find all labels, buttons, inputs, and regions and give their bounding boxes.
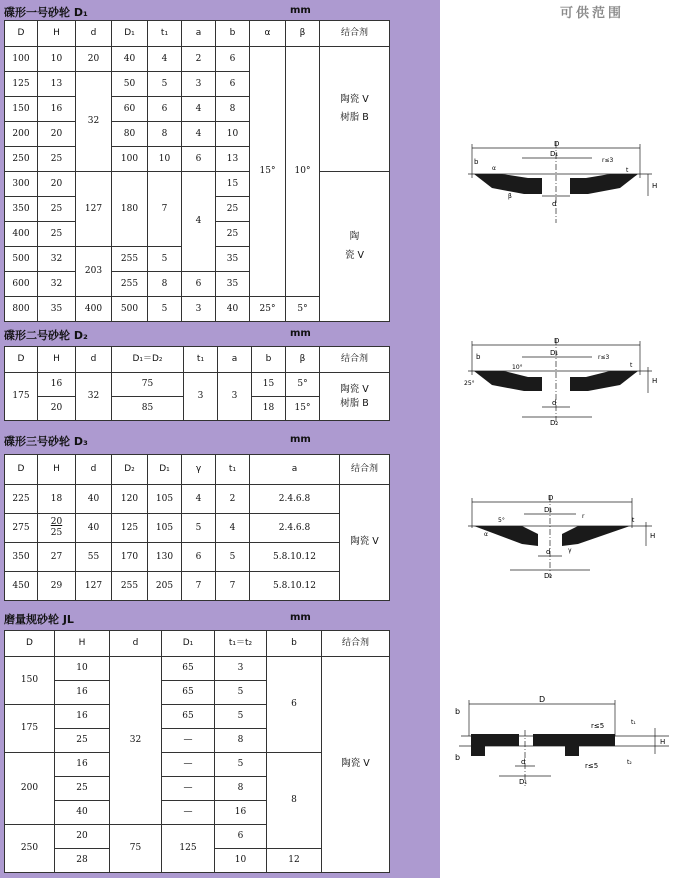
cell: — <box>162 729 215 753</box>
cell: 32 <box>110 657 162 825</box>
dim-t2: t₂ <box>627 759 632 766</box>
cell: 40 <box>55 801 110 825</box>
cell: 25 <box>216 197 250 222</box>
cell: 27 <box>38 543 76 572</box>
col-header: 结合剂 <box>340 455 390 485</box>
cell: 4 <box>182 97 216 122</box>
col-header: D₁＝D₂ <box>112 347 184 373</box>
bond-line: 陶瓷 V <box>340 93 369 105</box>
col-header: d <box>76 455 112 485</box>
cell: 105 <box>148 514 182 543</box>
wheel-section-right <box>570 174 638 194</box>
cell: 75 <box>112 373 184 397</box>
table-row <box>5 543 390 572</box>
bond-line: 树脂 B <box>340 112 369 123</box>
cell: 200 <box>5 122 38 147</box>
col-header: D₂ <box>112 455 148 485</box>
dim-D2: D₂ <box>544 572 553 580</box>
cell: 20 <box>38 122 76 147</box>
col-header: 结合剂 <box>320 21 390 47</box>
cell: 150 <box>5 657 55 705</box>
dim-d: d <box>521 758 526 766</box>
cell: 7 <box>182 572 216 601</box>
dim-D: D <box>554 337 560 345</box>
cell: 10 <box>216 122 250 147</box>
col-header: H <box>38 21 76 47</box>
cell: 32 <box>76 373 112 421</box>
cell: — <box>162 753 215 777</box>
cell: 40 <box>76 514 112 543</box>
cell: 200 <box>5 753 55 825</box>
cell-bond: 陶瓷 V <box>340 485 390 601</box>
col-header: D₁ <box>162 631 215 657</box>
cell: 3 <box>184 373 218 421</box>
col-header: D₁ <box>112 21 148 47</box>
fraction-top: 20 <box>50 517 63 528</box>
cell: 500 <box>5 247 38 272</box>
cell: 120 <box>112 485 148 514</box>
cell: 225 <box>5 485 38 514</box>
cell: 170 <box>112 543 148 572</box>
cell: 600 <box>5 272 38 297</box>
diagram-d2 <box>462 335 672 430</box>
table-row <box>5 172 390 197</box>
cell: 25 <box>38 222 76 247</box>
dim-t: t <box>626 167 629 174</box>
dim-H: H <box>652 182 658 190</box>
angle-5: 5° <box>498 517 505 524</box>
dim-r-top: r≤5 <box>591 722 605 730</box>
cell: 12 <box>267 849 322 873</box>
cell: 25 <box>55 729 110 753</box>
dim-r: r <box>582 513 585 520</box>
dim-D: D <box>539 695 546 704</box>
table-row <box>5 373 390 397</box>
table-d1 <box>4 20 390 322</box>
fraction-bottom: 25 <box>50 528 63 538</box>
cell: 450 <box>5 572 38 601</box>
table-d3-header <box>5 455 390 485</box>
cell: 10 <box>215 849 267 873</box>
col-header: t₁＝t₂ <box>215 631 267 657</box>
dim-r: r≤3 <box>602 157 614 164</box>
cell: 6 <box>216 47 250 72</box>
cell: 8 <box>215 777 267 801</box>
cell: 20 <box>38 397 76 421</box>
dim-D1: D₁ <box>550 349 559 357</box>
cell: 250 <box>5 147 38 172</box>
dim-d: d <box>552 200 557 208</box>
cell: 350 <box>5 543 38 572</box>
col-header: β <box>286 21 320 47</box>
unit-d1: mm <box>290 5 311 16</box>
cell: 4 <box>182 172 216 272</box>
col-header: d <box>76 347 112 373</box>
section-title-jl: 磨量规砂轮 JL <box>4 613 74 626</box>
cell: 10 <box>38 47 76 72</box>
cell: 10 <box>55 657 110 681</box>
angle-alpha: α <box>492 165 496 172</box>
table-row <box>5 47 390 72</box>
cell: 35 <box>216 247 250 272</box>
col-header: t₁ <box>148 21 182 47</box>
cell: 125 <box>5 72 38 97</box>
col-header: D <box>5 347 38 373</box>
cell: 40 <box>112 47 148 72</box>
cell: 5 <box>148 247 182 272</box>
col-header: 结合剂 <box>322 631 390 657</box>
cell: 65 <box>162 681 215 705</box>
cell: 7 <box>216 572 250 601</box>
cell: 3 <box>215 657 267 681</box>
cell-bond-lower <box>320 172 390 322</box>
cell: 16 <box>38 373 76 397</box>
col-header: d <box>110 631 162 657</box>
cell: 203 <box>76 247 112 297</box>
cell: 25 <box>55 777 110 801</box>
cell: 3 <box>218 373 252 421</box>
cell: 2 <box>216 485 250 514</box>
dim-D: D <box>554 140 560 148</box>
table-d1-header <box>5 21 390 47</box>
wheel-section-right <box>562 526 630 546</box>
cell: 35 <box>38 297 76 322</box>
cell: 5 <box>215 753 267 777</box>
dim-D1: D₁ <box>544 506 553 514</box>
col-header: b <box>267 631 322 657</box>
cell: 6 <box>148 97 182 122</box>
table-d2-header <box>5 347 390 373</box>
cell-alpha-span: 15° <box>250 47 286 297</box>
wheel-rim-left <box>471 746 485 756</box>
cell: 15 <box>216 172 250 197</box>
dim-D2: D₂ <box>550 419 559 427</box>
cell: 100 <box>112 147 148 172</box>
diagram-jl <box>455 690 677 790</box>
angle-beta: β <box>508 193 512 200</box>
cell: 5 <box>215 681 267 705</box>
cell: 250 <box>5 825 55 873</box>
dim-b-bottom: b <box>455 753 461 762</box>
wheel-section-left <box>474 371 542 391</box>
availability-label: 可供范围 <box>560 6 625 21</box>
cell: 40 <box>216 297 250 322</box>
cell: 60 <box>112 97 148 122</box>
col-header: D <box>5 631 55 657</box>
cell: 5 <box>148 72 182 97</box>
table-row <box>5 514 390 543</box>
diagram-d3 <box>462 492 672 582</box>
cell: 16 <box>55 753 110 777</box>
cell: 10 <box>148 147 182 172</box>
bond-char: 瓷 <box>344 249 355 261</box>
cell: 6 <box>182 272 216 297</box>
cell: 205 <box>148 572 182 601</box>
wheel-body-right <box>533 734 615 746</box>
cell: 18 <box>38 485 76 514</box>
dim-r: r≤3 <box>598 354 610 361</box>
col-header: α <box>250 21 286 47</box>
cell: 35 <box>216 272 250 297</box>
wheel-body-left <box>471 734 519 746</box>
cell: 8 <box>216 97 250 122</box>
cell: 3 <box>182 72 216 97</box>
col-header: γ <box>182 455 216 485</box>
cell: 20 <box>76 47 112 72</box>
cell: 127 <box>76 572 112 601</box>
cell: 80 <box>112 122 148 147</box>
cell: 5.8.10.12 <box>250 572 340 601</box>
cell: 16 <box>55 705 110 729</box>
col-header: a <box>218 347 252 373</box>
cell: 85 <box>112 397 184 421</box>
cell: 32 <box>76 72 112 172</box>
wheel-section-left <box>474 174 542 194</box>
cell: 500 <box>112 297 148 322</box>
col-header: H <box>38 347 76 373</box>
col-header: b <box>252 347 286 373</box>
cell: 32 <box>38 272 76 297</box>
cell: 25 <box>216 222 250 247</box>
cell: 175 <box>5 373 38 421</box>
cell: 50 <box>112 72 148 97</box>
cell: 125 <box>112 514 148 543</box>
cell: 7 <box>148 172 182 247</box>
cell: 6 <box>216 72 250 97</box>
dim-H: H <box>650 532 656 540</box>
cell: 4 <box>148 47 182 72</box>
table-jl <box>4 630 390 873</box>
angle-alpha: α <box>484 531 488 538</box>
cell: 6 <box>215 825 267 849</box>
col-header: 结合剂 <box>320 347 390 373</box>
col-header: H <box>55 631 110 657</box>
cell: 8 <box>148 122 182 147</box>
cell: 255 <box>112 247 148 272</box>
cell-fraction <box>38 514 76 543</box>
col-header: t₁ <box>184 347 218 373</box>
col-header: a <box>182 21 216 47</box>
cell: 5° <box>286 297 320 322</box>
col-header: D₁ <box>148 455 182 485</box>
cell: 180 <box>112 172 148 247</box>
unit-d3: mm <box>290 434 311 445</box>
table-row <box>5 657 390 681</box>
dim-t: t <box>630 362 633 369</box>
section-title-d2: 碟形二号砂轮 D₂ <box>4 329 88 342</box>
cell: 2.4.6.8 <box>250 485 340 514</box>
cell: 6 <box>182 543 216 572</box>
cell: 65 <box>162 705 215 729</box>
cell: 6 <box>182 147 216 172</box>
dim-d: d <box>552 399 557 407</box>
dim-D1: D₁ <box>519 778 528 786</box>
cell: 18 <box>252 397 286 421</box>
cell: 15° <box>286 397 320 421</box>
cell: 275 <box>5 514 38 543</box>
cell: 255 <box>112 272 148 297</box>
dim-r-bottom: r≤5 <box>585 762 599 770</box>
col-header: H <box>38 455 76 485</box>
bond-line: 树脂 B <box>340 397 369 409</box>
wheel-rim-right <box>565 746 579 756</box>
cell: 400 <box>5 222 38 247</box>
cell-bond: 陶瓷 V <box>322 657 390 873</box>
cell: 125 <box>162 825 215 873</box>
dim-H: H <box>660 738 666 746</box>
cell: 20 <box>55 825 110 849</box>
cell: 5 <box>216 543 250 572</box>
dim-b: b <box>474 158 479 166</box>
cell-bond-upper <box>320 47 390 172</box>
cell: 100 <box>5 47 38 72</box>
cell: 300 <box>5 172 38 197</box>
bond-line: 陶瓷 V <box>340 384 369 396</box>
bond-char: V <box>357 249 365 261</box>
angle-gamma: γ <box>568 547 572 554</box>
dim-b: b <box>476 353 481 361</box>
col-header: D <box>5 21 38 47</box>
table-d3 <box>4 454 390 601</box>
cell: 15 <box>252 373 286 397</box>
cell: 8 <box>215 729 267 753</box>
col-header: t₁ <box>216 455 250 485</box>
dim-t1: t₁ <box>631 719 636 726</box>
cell: 5° <box>286 373 320 397</box>
table-d2 <box>4 346 390 421</box>
cell: 25 <box>38 147 76 172</box>
table-row <box>5 572 390 601</box>
cell: 3 <box>182 297 216 322</box>
cell: 25 <box>38 197 76 222</box>
cell: 4 <box>216 514 250 543</box>
dim-D: D <box>548 494 554 502</box>
section-title-d3: 碟形三号砂轮 D₃ <box>4 435 88 448</box>
cell: 5 <box>148 297 182 322</box>
cell: 8 <box>148 272 182 297</box>
cell: 2.4.6.8 <box>250 514 340 543</box>
table-jl-header <box>5 631 390 657</box>
section-title-d1: 碟形一号砂轮 D₁ <box>4 6 88 19</box>
dim-H: H <box>652 377 658 385</box>
cell: 150 <box>5 97 38 122</box>
cell: 16 <box>215 801 267 825</box>
col-header: a <box>250 455 340 485</box>
cell: 2 <box>182 47 216 72</box>
cell: 175 <box>5 705 55 753</box>
col-header: D <box>5 455 38 485</box>
cell: 5 <box>215 705 267 729</box>
cell: 105 <box>148 485 182 514</box>
dim-b-top: b <box>455 707 461 716</box>
dim-t: t <box>632 517 635 524</box>
col-header: β <box>286 347 320 373</box>
dim-d: d <box>546 548 551 556</box>
cell: 40 <box>76 485 112 514</box>
bond-char: 陶 <box>349 231 360 243</box>
cell: 16 <box>55 681 110 705</box>
cell: 65 <box>162 657 215 681</box>
cell: 800 <box>5 297 38 322</box>
cell-beta-span: 10° <box>286 47 320 297</box>
col-header: b <box>216 21 250 47</box>
cell: 75 <box>110 825 162 873</box>
cell: 6 <box>267 657 322 753</box>
cell: 55 <box>76 543 112 572</box>
angle-25: 25° <box>464 380 475 387</box>
col-header: d <box>76 21 112 47</box>
cell: 8 <box>267 753 322 849</box>
cell-bond <box>320 373 390 421</box>
cell: 400 <box>76 297 112 322</box>
cell: 20 <box>38 172 76 197</box>
unit-d2: mm <box>290 328 311 339</box>
cell: 127 <box>76 172 112 247</box>
cell: 255 <box>112 572 148 601</box>
cell: 16 <box>38 97 76 122</box>
cell: — <box>162 801 215 825</box>
angle-10: 10° <box>512 364 523 371</box>
cell: 5 <box>182 514 216 543</box>
cell: — <box>162 777 215 801</box>
table-row <box>5 485 390 514</box>
cell: 13 <box>38 72 76 97</box>
cell: 4 <box>182 485 216 514</box>
cell: 32 <box>38 247 76 272</box>
cell: 5.8.10.12 <box>250 543 340 572</box>
unit-jl: mm <box>290 612 311 623</box>
cell: 28 <box>55 849 110 873</box>
cell: 29 <box>38 572 76 601</box>
cell: 350 <box>5 197 38 222</box>
dim-D1: D₁ <box>550 150 559 158</box>
cell: 130 <box>148 543 182 572</box>
cell: 25° <box>250 297 286 322</box>
cell: 4 <box>182 122 216 147</box>
wheel-section-right <box>570 371 638 391</box>
cell: 13 <box>216 147 250 172</box>
diagram-d1 <box>462 138 672 228</box>
